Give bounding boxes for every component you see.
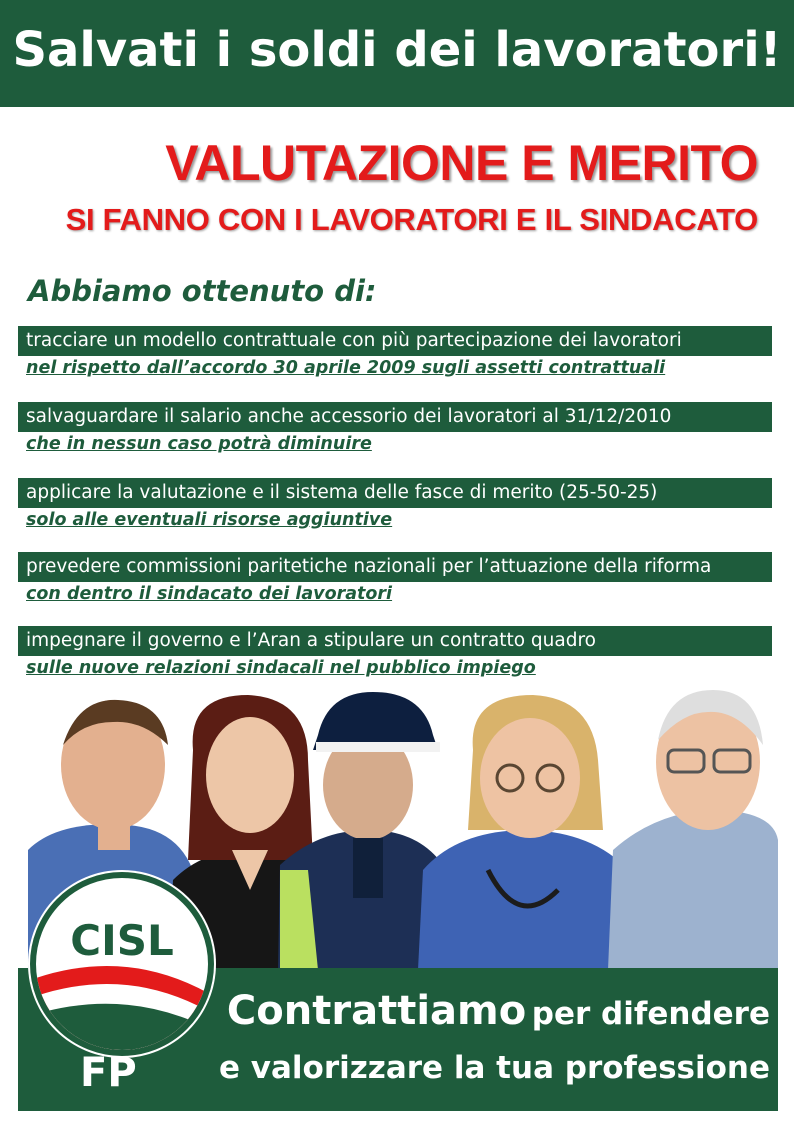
worker-nurse <box>418 695 638 970</box>
achievement-item <box>18 478 772 530</box>
cisl-logo <box>30 872 214 1056</box>
achievement-item <box>18 552 772 604</box>
subtitle: SI FANNO CON I LAVORATORI E IL SINDACATO <box>65 202 758 237</box>
slogan-line-1-rest: per difendere <box>531 996 770 1032</box>
achievement-detail: che in nessun caso potrà diminuire <box>26 434 372 454</box>
headline: Salvati i soldi dei lavoratori! <box>12 22 782 78</box>
slogan-line-2: e valorizzare la tua professione <box>218 1050 770 1086</box>
achievement-text: tracciare un modello contrattuale con più partecipazione dei lavoratori <box>18 326 772 356</box>
achievement-detail: solo alle eventuali risorse aggiuntive <box>26 510 393 530</box>
slogan-line-1 <box>227 988 770 1034</box>
intro-heading: Abbiamo ottenuto di: <box>28 274 377 308</box>
worker-older-man <box>608 690 778 970</box>
achievement-detail: con dentro il sindacato dei lavoratori <box>26 584 393 604</box>
achievement-item <box>18 326 772 378</box>
achievement-text: salvaguardare il salario anche accessorio dei lavoratori al 31/12/2010 <box>18 402 772 432</box>
achievement-text: applicare la valutazione e il sistema delle fasce di merito (25-50-25) <box>18 478 772 508</box>
logo-sub: FP <box>80 1050 137 1096</box>
achievement-detail: nel rispetto dall’accordo 30 aprile 2009 sugli assetti contrattuali <box>26 358 666 378</box>
main-title: VALUTAZIONE E MERITO <box>165 135 758 191</box>
achievement-text: impegnare il governo e l’Aran a stipulare un contratto quadro <box>18 626 772 656</box>
logo-name: CISL <box>70 916 174 965</box>
achievement-detail: sulle nuove relazioni sindacali nel pubblico impiego <box>26 658 536 678</box>
achievement-item <box>18 402 772 454</box>
achievement-text: prevedere commissioni paritetiche nazionali per l’attuazione della riforma <box>18 552 772 582</box>
achievement-item <box>18 626 772 678</box>
slogan-emphasis: Contrattiamo <box>226 988 527 1034</box>
